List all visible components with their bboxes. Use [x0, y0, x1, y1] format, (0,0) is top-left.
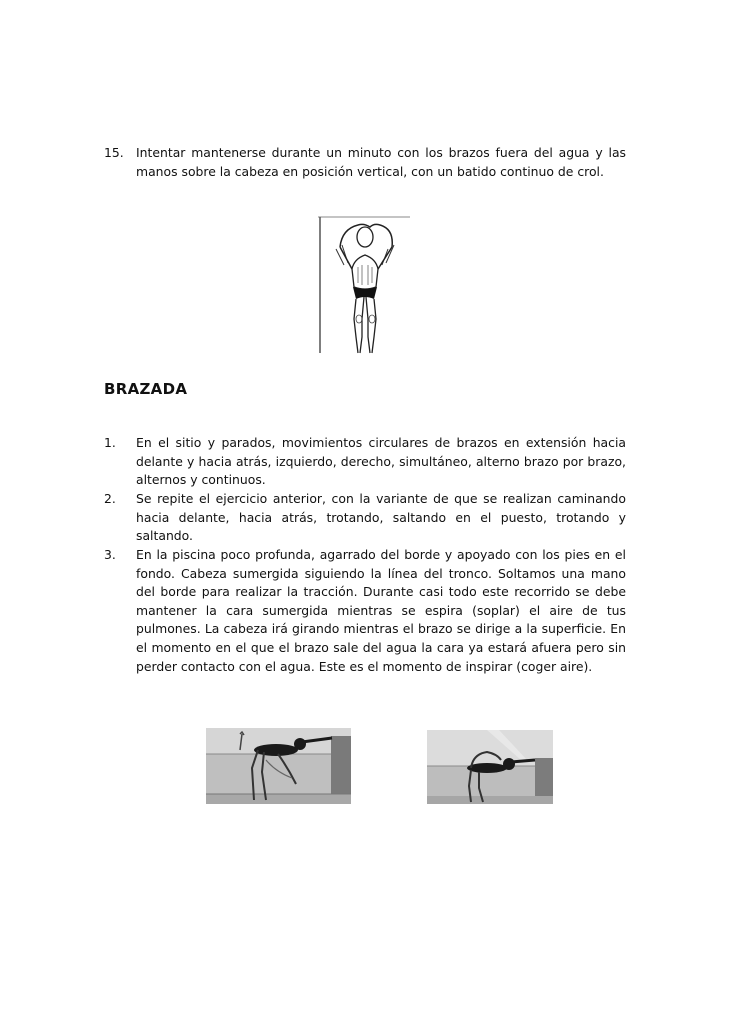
item-text: Se repite el ejercicio anterior, con la variante de que se realizan caminando hacia delante, hacia atrás, trotando, saltando en el puesto, trotando y saltando.	[136, 491, 626, 544]
pool-edge-recovery-drawing	[427, 730, 553, 804]
item-text: Intentar mantenerse durante un minuto con los brazos fuera del agua y las manos sobre la cabeza en posición vertical, con un batido continuo de crol.	[136, 145, 626, 179]
item-number: 2.	[104, 491, 116, 506]
pool-edge-recovery-photo	[427, 730, 553, 804]
swimmer-vertical-illustration	[318, 215, 410, 355]
exercise-item-2	[104, 490, 626, 546]
pool-edge-pull-drawing	[206, 728, 351, 804]
exercise-item-3	[104, 546, 626, 676]
exercise-item-15	[104, 144, 626, 181]
swimmer-vertical-drawing	[318, 215, 410, 355]
item-number: 15.	[104, 145, 124, 160]
exercise-item-1	[104, 434, 626, 490]
section-heading: BRAZADA	[104, 380, 188, 398]
item-text: En la piscina poco profunda, agarrado del borde y apoyado con los pies en el fondo. Cabeza sumergida siguiendo la línea del tronco. Soltamos una mano del borde para realizar la tracción. Durante casi todo este recorrido se debe mantener la cara sumergida mientras se espira (soplar) el aire de tus pulmones. La cabeza irá girando mientras el brazo se dirige a la superficie. En el momento en el que el brazo sale del agua la cara ya estará afuera pero sin perder contacto con el agua. Este es el momento de inspirar (coger aire).	[136, 547, 626, 674]
item-number: 1.	[104, 435, 116, 450]
item-number: 3.	[104, 547, 116, 562]
pool-edge-pull-photo	[206, 728, 351, 804]
item-text: En el sitio y parados, movimientos circulares de brazos en extensión hacia delante y hacia atrás, izquierdo, derecho, simultáneo, alterno brazo por brazo, alternos y continuos.	[136, 435, 626, 488]
